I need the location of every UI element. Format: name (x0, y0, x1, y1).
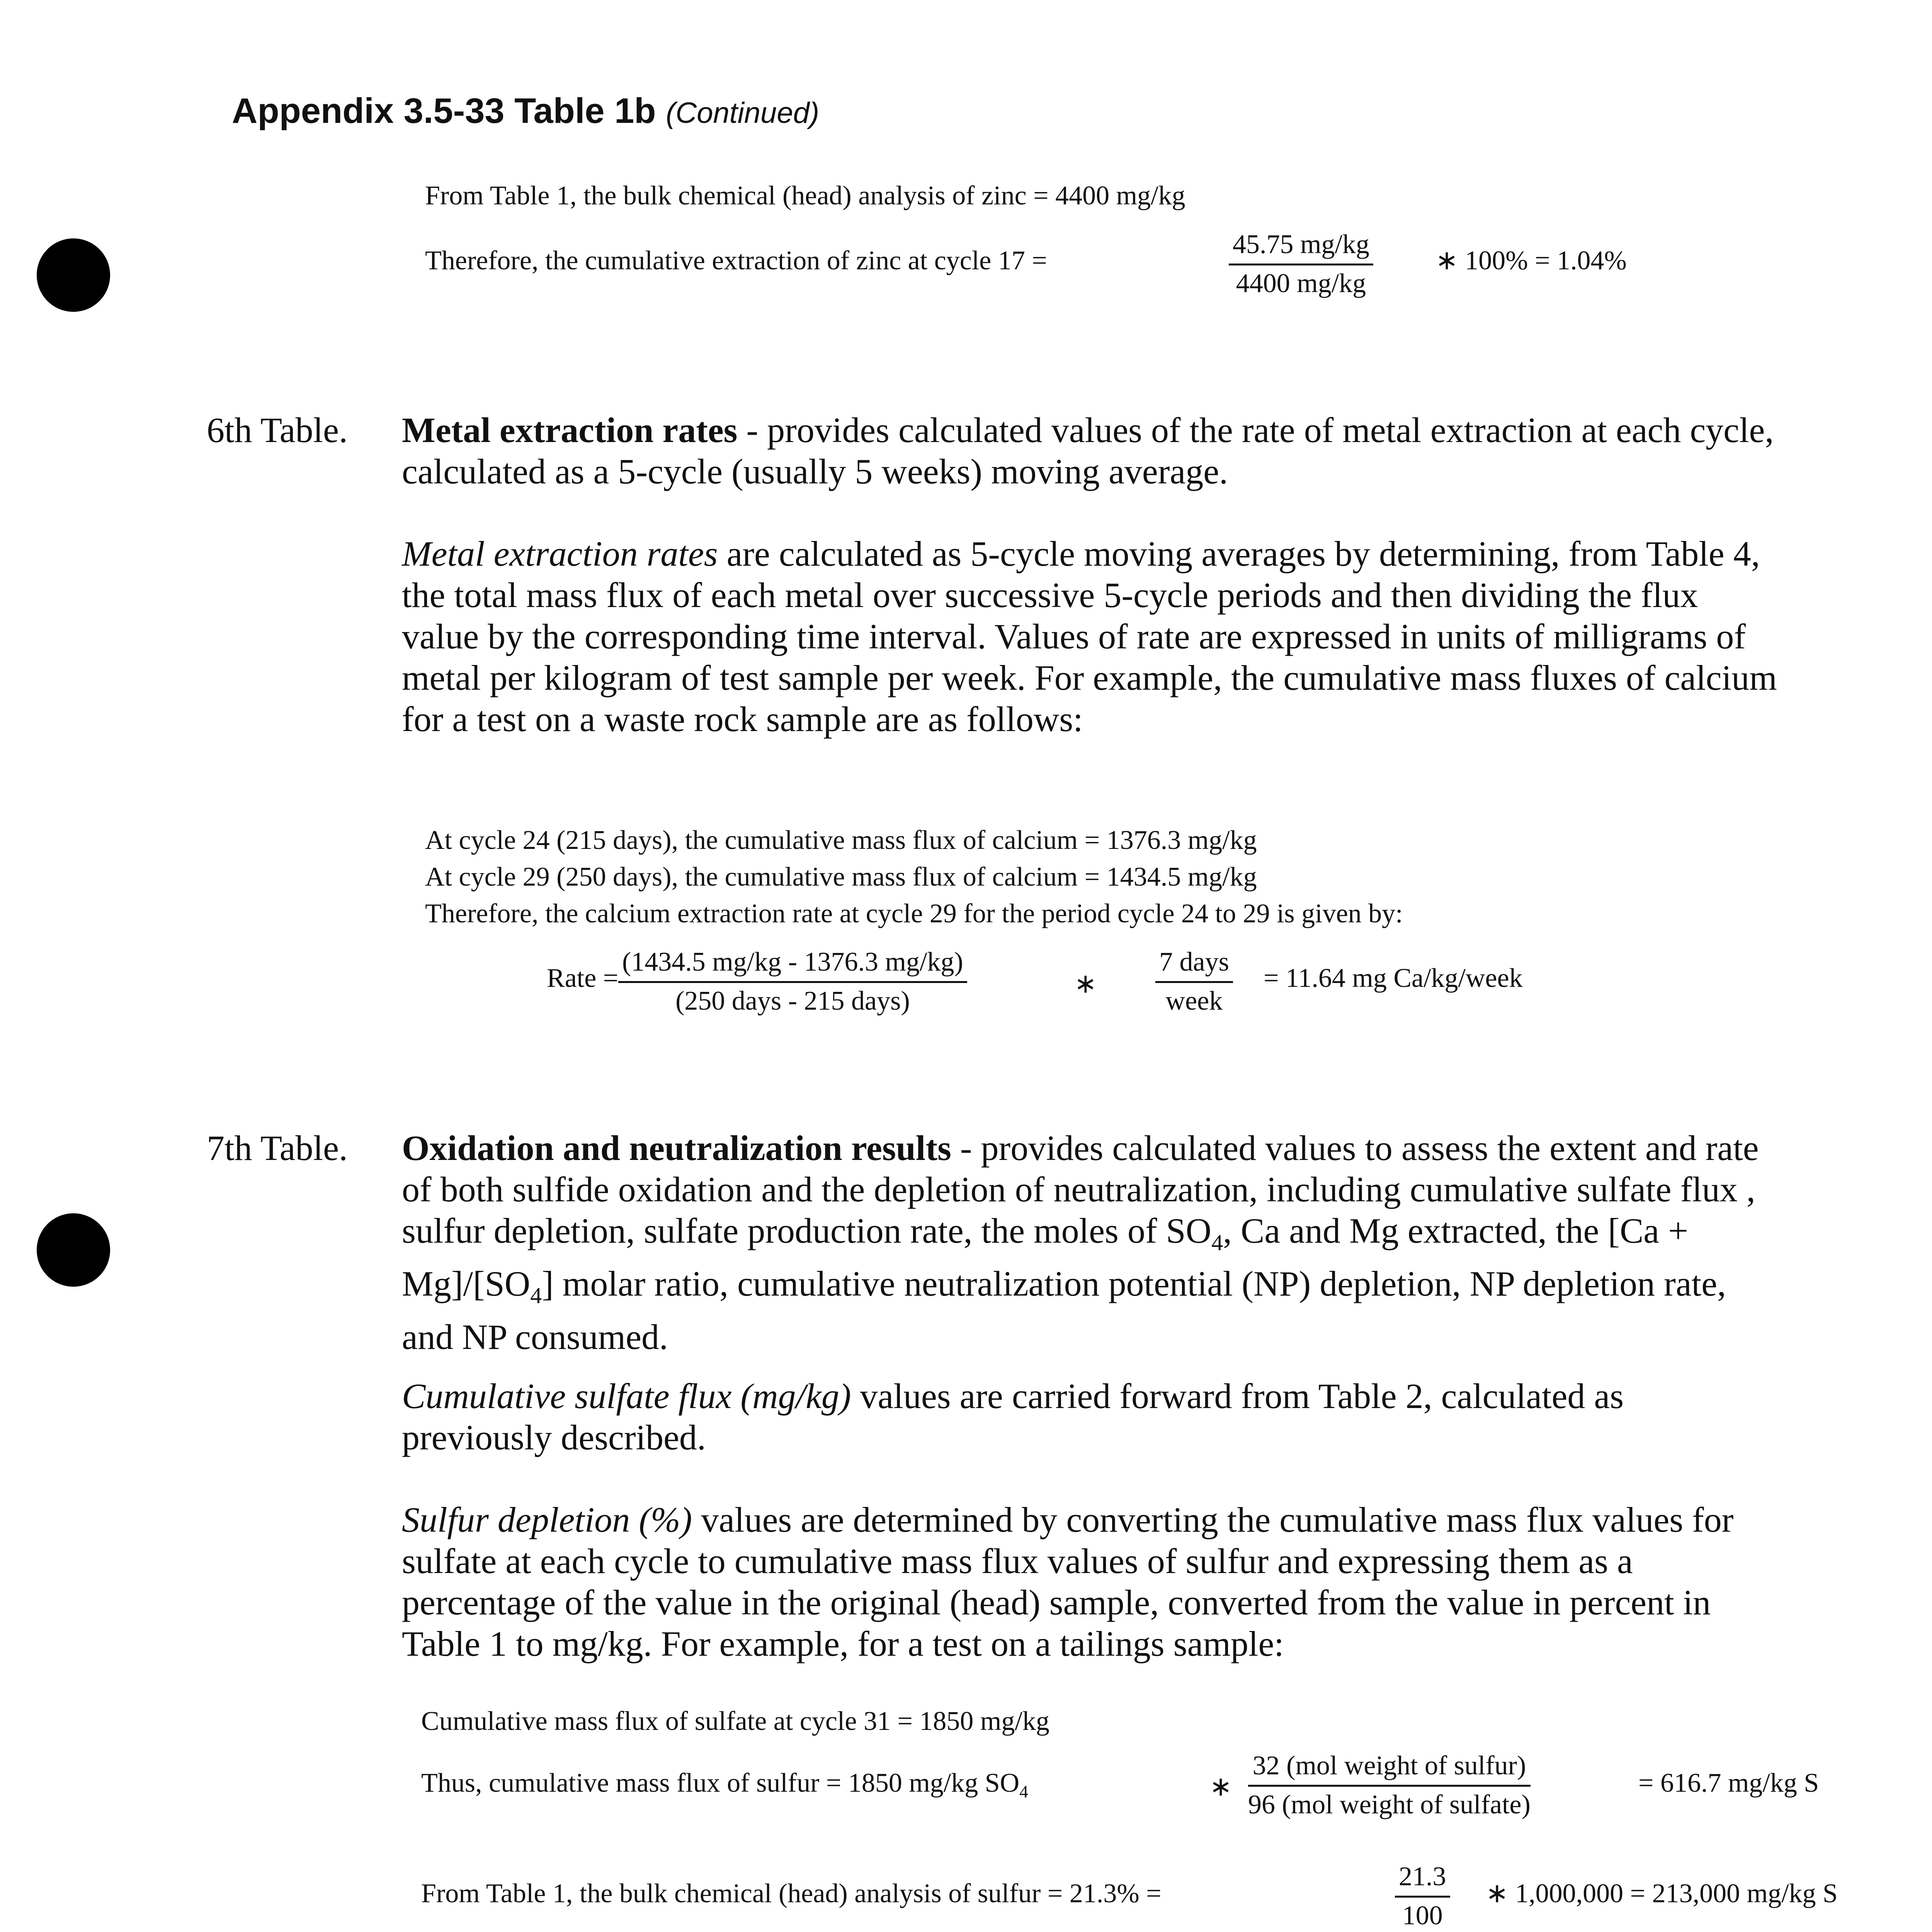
rate-fraction (618, 949, 967, 1015)
sulfur-flux-times: ∗ (1209, 1772, 1232, 1802)
sulfur-depletion-paragraph (402, 1499, 1777, 1665)
cumulative-sulfate-text: values are carried forward from Table 2, calculated as previously described. (402, 1376, 1624, 1457)
heading-continued: (Continued) (666, 97, 820, 129)
so4-subscript-ratio: 4 (530, 1282, 542, 1308)
sulfate-line-1: Cumulative mass flux of sulfate at cycle 31 = 1850 mg/kg (421, 1706, 1049, 1736)
mol-weight-fraction (1248, 1752, 1531, 1818)
sixth-table-title: Metal extraction rates (402, 410, 738, 450)
sulfur-percent-fraction (1395, 1863, 1450, 1929)
cumulative-sulfate-paragraph (402, 1376, 1777, 1458)
seventh-table-title: Oxidation and neutralization results (402, 1128, 951, 1168)
metal-extraction-text: are calculated as 5-cycle moving averages by determining, from Table 4, the total mass flux of each metal over successive 5-cycle periods and then dividing the flux value by the corresponding time interval. Values of rate are expressed in units of milligrams of metal per kilogram of test sample per week. For example, the cumulative mass fluxes of calcium for a test on a waste rock sample are as follows: (402, 534, 1777, 739)
zinc-head-line: From Table 1, the bulk chemical (head) analysis of zinc = 4400 mg/kg (425, 181, 1185, 211)
sulfur-percent-denominator: 100 (1402, 1901, 1443, 1930)
days-fraction (1155, 949, 1233, 1015)
sixth-table-label: 6th Table. (207, 410, 348, 450)
cumulative-sulfate-lead: Cumulative sulfate flux (mg/kg) (402, 1376, 851, 1416)
sixth-table-summary (402, 410, 1777, 492)
zinc-therefore-prefix: Therefore, the cumulative extraction of zinc at cycle 17 = (425, 246, 1047, 276)
sulfur-head-result: ∗ 1,000,000 = 213,000 mg/kg S (1486, 1879, 1838, 1908)
zinc-fraction-numerator: 45.75 mg/kg (1229, 231, 1373, 265)
mol-weight-denominator: 96 (mol weight of sulfate) (1248, 1790, 1531, 1820)
calcium-line-1: At cycle 24 (215 days), the cumulative mass flux of calcium = 1376.3 mg/kg (425, 825, 1257, 855)
page-heading (232, 91, 819, 131)
zinc-result: ∗ 100% = 1.04% (1435, 246, 1627, 276)
zinc-fraction (1229, 231, 1373, 297)
calcium-line-2: At cycle 29 (250 days), the cumulative mass flux of calcium = 1434.5 mg/kg (425, 862, 1257, 892)
sulfur-flux-so4-subscript: 4 (1019, 1782, 1028, 1801)
so4-subscript: 4 (1211, 1230, 1223, 1255)
rate-label: Rate = (547, 963, 619, 993)
seventh-table-summary-text-c: ] molar ratio, cumulative neutralization potential (NP) depletion, NP depletion rate, and NP consumed. (402, 1264, 1726, 1357)
rate-fraction-numerator: (1434.5 mg/kg - 1376.3 mg/kg) (618, 949, 967, 983)
sulfur-percent-numerator: 21.3 (1395, 1863, 1450, 1898)
days-fraction-numerator: 7 days (1155, 949, 1233, 983)
sulfur-depletion-lead: Sulfur depletion (%) (402, 1500, 692, 1539)
seventh-table-summary-text-a: - provides calculated values to assess the extent and rate of both sulfide oxidation and the depletion of neutralization, including cumulative sulfate flux , sulfur depletion, sulfate production rate, the moles of SO (402, 1128, 1759, 1250)
sulfur-flux-result: = 616.7 mg/kg S (1638, 1768, 1819, 1798)
sulfur-flux-prefix (421, 1770, 1028, 1801)
seventh-table-label: 7th Table. (207, 1128, 348, 1168)
rate-fraction-denominator: (250 days - 215 days) (675, 986, 910, 1016)
metal-extraction-paragraph (402, 533, 1777, 740)
sulfur-flux-prefix-text: Thus, cumulative mass flux of sulfur = 1850 mg/kg SO (421, 1768, 1020, 1798)
rate-times: ∗ (1074, 969, 1097, 999)
days-fraction-denominator: week (1165, 986, 1223, 1016)
rate-result: = 11.64 mg Ca/kg/week (1264, 963, 1523, 993)
punch-hole-middle (37, 1213, 110, 1287)
calcium-line-3: Therefore, the calcium extraction rate at cycle 29 for the period cycle 24 to 29 is given by: (425, 899, 1403, 929)
sulfur-depletion-text: values are determined by converting the cumulative mass flux values for sulfate at each cycle to cumulative mass flux values of sulfur and expressing them as a percentage of the value in the original (head) sample, converted from the value in percent in Table 1 to mg/kg. For example, for a test on a tailings sample: (402, 1500, 1734, 1663)
mol-weight-numerator: 32 (mol weight of sulfur) (1248, 1752, 1531, 1787)
seventh-table-summary-text-b: , Ca and Mg extracted, the [Ca + Mg]/[SO (402, 1211, 1689, 1304)
seventh-table-summary (402, 1128, 1777, 1358)
sulfur-head-prefix: From Table 1, the bulk chemical (head) analysis of sulfur = 21.3% = (421, 1879, 1162, 1908)
heading-title: Appendix 3.5-33 Table 1b (232, 91, 656, 131)
sixth-table-summary-text: - provides calculated values of the rate of metal extraction at each cycle, calculated as a 5-cycle (usually 5 weeks) moving average. (402, 410, 1774, 491)
punch-hole-top (37, 238, 110, 312)
metal-extraction-lead: Metal extraction rates (402, 534, 718, 573)
zinc-fraction-denominator: 4400 mg/kg (1236, 269, 1366, 298)
